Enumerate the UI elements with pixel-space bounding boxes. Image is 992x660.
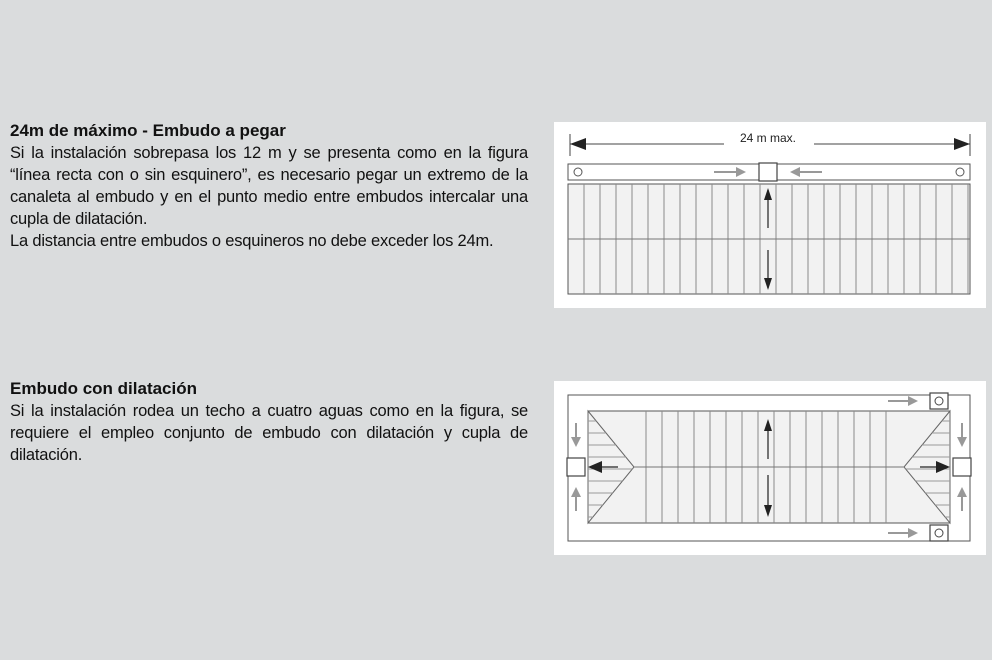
section-paragraph: Si la instalación sobrepasa los 12 m y se presenta como en la figura “línea recta con o sin esquinero”, es necesario pegar un extremo de la canaleta al embudo y en el punto medio entre embudos intercalar una cupla de dilatación. bbox=[10, 144, 528, 228]
gutter-flow-arrow-right-icon bbox=[908, 528, 918, 538]
four-slope-roof-diagram bbox=[554, 381, 986, 555]
flow-arrow-right-icon bbox=[736, 167, 746, 177]
section-paragraph: Si la instalación rodea un techo a cuatro aguas como en la figura, se requiere el empleo conjunto de embudo con dilatación y cupla de dilatación. bbox=[10, 402, 528, 464]
roof-panels bbox=[568, 184, 970, 294]
outlet-bottom bbox=[930, 525, 948, 541]
dimension-label: 24 m max. bbox=[739, 131, 797, 145]
outlet-right bbox=[953, 458, 971, 476]
gutter-flow-arrow-up-icon bbox=[571, 487, 581, 497]
gutter-flow-arrow-right-icon bbox=[908, 396, 918, 406]
expansion-coupling bbox=[759, 163, 777, 181]
section-heading: 24m de máximo - Embudo a pegar bbox=[10, 121, 286, 140]
section-24m-maximo bbox=[10, 120, 528, 252]
gutter-flow-arrow-down-icon bbox=[957, 437, 967, 447]
gutter-end-cap-icon bbox=[574, 168, 582, 176]
flow-arrow-left-icon bbox=[790, 167, 800, 177]
outlet-top bbox=[930, 393, 948, 409]
figure-straight-gutter bbox=[554, 122, 986, 308]
straight-gutter-diagram bbox=[554, 122, 986, 308]
section-heading: Embudo con dilatación bbox=[10, 379, 198, 398]
figure-four-slope-roof bbox=[554, 381, 986, 555]
gutter-end-cap-icon bbox=[956, 168, 964, 176]
dimension-arrow-left-icon bbox=[570, 138, 586, 150]
outlet-left bbox=[567, 458, 585, 476]
section-paragraph: La distancia entre embudos o esquineros no debe exceder los 24m. bbox=[10, 232, 494, 250]
gutter-flow-arrow-up-icon bbox=[957, 487, 967, 497]
gutter-flow-arrow-down-icon bbox=[571, 437, 581, 447]
dimension-arrow-right-icon bbox=[954, 138, 970, 150]
section-embudo-dilatacion bbox=[10, 378, 528, 466]
